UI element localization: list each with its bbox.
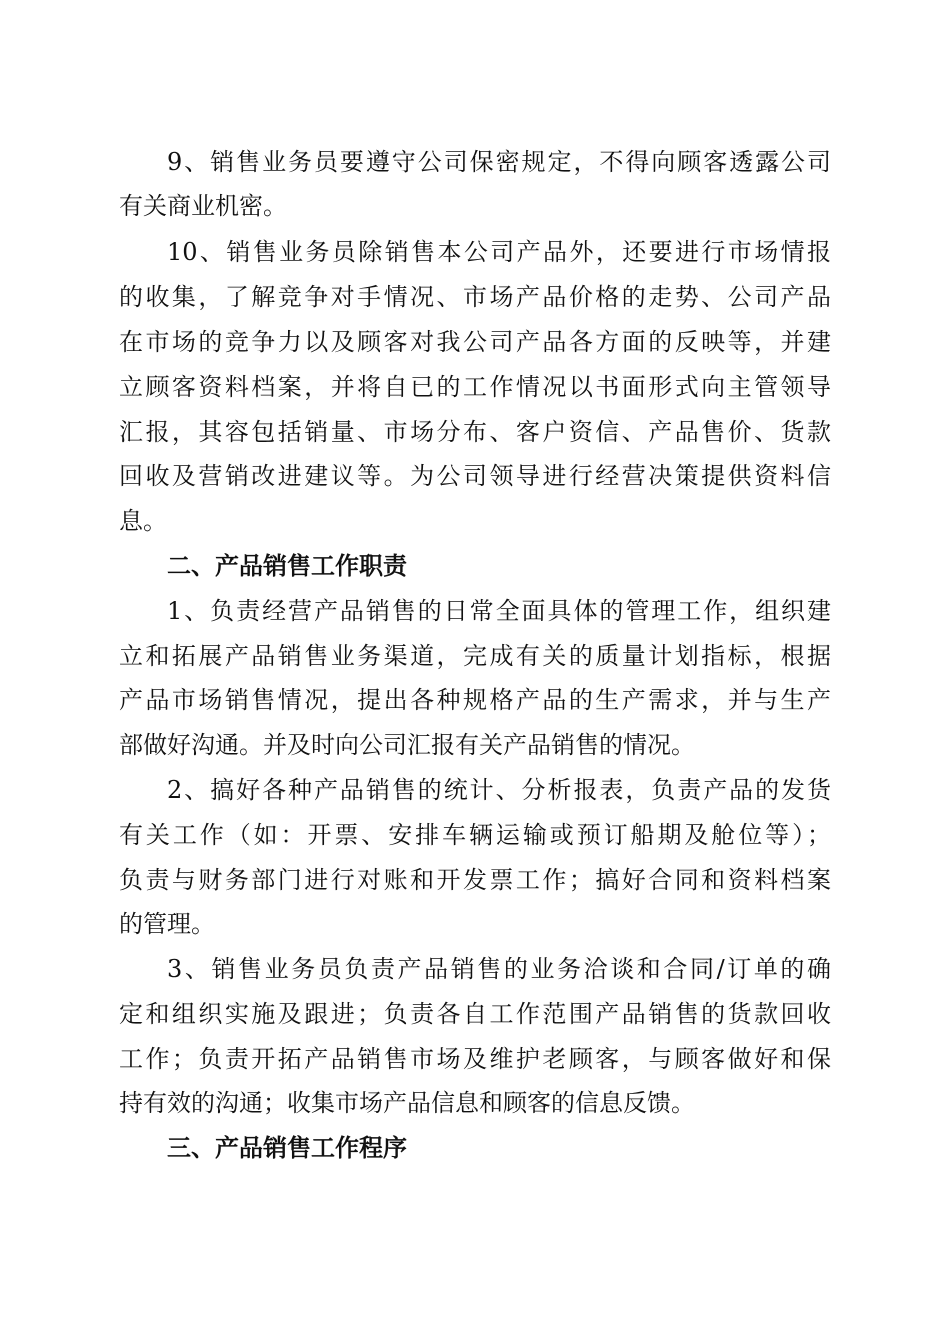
- duty-1-line-4: 部做好沟通。并及时向公司汇报有关产品销售的情况。: [119, 731, 695, 759]
- para-10-line-3: 在市场的竞争力以及顾客对我公司产品各方面的反映等，并建: [119, 328, 831, 356]
- duty-1-line-1: 1、负责经营产品销售的日常全面具体的管理工作，组织建: [167, 597, 831, 625]
- para-10-line-1: 10、销售业务员除销售本公司产品外，还要进行市场情报: [167, 238, 831, 266]
- para-9-line-2: 有关商业机密。: [119, 192, 287, 220]
- section-heading-2: 二、产品销售工作职责: [167, 552, 407, 580]
- para-10-line-4: 立顾客资料档案，并将自已的工作情况以书面形式向主管领导: [119, 373, 831, 401]
- duty-1-line-3: 产品市场销售情况，提出各种规格产品的生产需求，并与生产: [119, 686, 831, 714]
- duty-3-line-4: 持有效的沟通；收集市场产品信息和顾客的信息反馈。: [119, 1089, 695, 1117]
- para-9-line-1: 9、销售业务员要遵守公司保密规定，不得向顾客透露公司: [167, 148, 831, 176]
- duty-2-line-2: 有关工作（如：开票、安排车辆运输或预订船期及舱位等）；: [119, 821, 831, 849]
- duty-3-line-1: 3、销售业务员负责产品销售的业务洽谈和合同/订单的确: [167, 955, 831, 983]
- duty-2-line-4: 的管理。: [119, 910, 215, 938]
- duty-3-line-2: 定和组织实施及跟进；负责各自工作范围产品销售的货款回收: [119, 1000, 831, 1028]
- para-10-line-5: 汇报，其容包括销量、市场分布、客户资信、产品售价、货款: [119, 418, 831, 446]
- duty-2-line-3: 负责与财务部门进行对账和开发票工作；搞好合同和资料档案: [119, 866, 831, 894]
- para-10-line-7: 息。: [119, 507, 167, 535]
- duty-2-line-1: 2、搞好各种产品销售的统计、分析报表，负责产品的发货: [167, 776, 831, 804]
- duty-1-line-2: 立和拓展产品销售业务渠道，完成有关的质量计划指标，根据: [119, 642, 831, 670]
- para-10-line-2: 的收集，了解竞争对手情况、市场产品价格的走势、公司产品: [119, 283, 831, 311]
- section-heading-3: 三、产品销售工作程序: [167, 1134, 407, 1162]
- duty-3-line-3: 工作；负责开拓产品销售市场及维护老顾客，与顾客做好和保: [119, 1045, 831, 1073]
- para-10-line-6: 回收及营销改进建议等。为公司领导进行经营决策提供资料信: [119, 462, 831, 490]
